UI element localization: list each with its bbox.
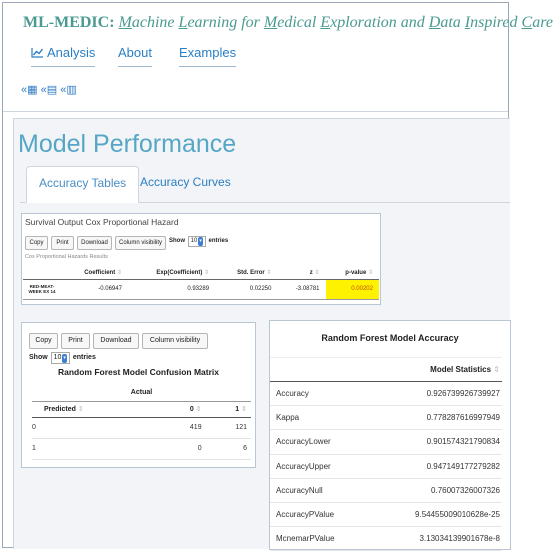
entries-select[interactable] bbox=[51, 352, 70, 364]
title-word: earning for bbox=[187, 14, 264, 31]
table-cell: 0.93289 bbox=[128, 279, 215, 299]
sort-icon: ⇕ bbox=[204, 269, 210, 276]
cox-results-panel bbox=[21, 213, 381, 305]
rf-accuracy-table bbox=[270, 357, 502, 551]
app-window bbox=[2, 2, 553, 548]
title-initial: L bbox=[178, 14, 188, 31]
stat-name: Accuracy bbox=[270, 382, 365, 406]
tab-accuracy-curves[interactable]: Accuracy Curves bbox=[140, 175, 231, 189]
collapse-icon[interactable]: « bbox=[40, 84, 47, 96]
entries-select-value: 10 bbox=[53, 354, 62, 361]
header-label: Predicted bbox=[44, 406, 76, 413]
print-button[interactable]: Print bbox=[61, 333, 90, 349]
sort-icon: ⇕ bbox=[241, 406, 247, 413]
chevron-down-icon: ▾ bbox=[63, 355, 66, 361]
entries-select[interactable] bbox=[188, 236, 206, 247]
table-group-header-row bbox=[32, 385, 251, 401]
row-label: RED-MEAT-WEEK EX 14 bbox=[23, 279, 61, 299]
stat-name: AccuracyPValue bbox=[270, 502, 365, 526]
table-cell: 419 bbox=[160, 417, 205, 438]
column-visibility-button[interactable]: Column visibility bbox=[115, 236, 166, 250]
length-menu-label: Show bbox=[169, 238, 185, 244]
table-cell: 0.02250 bbox=[215, 279, 277, 299]
bar-chart-icon[interactable]: ▥ bbox=[66, 84, 77, 96]
table-row[interactable] bbox=[23, 279, 379, 299]
header-label: Exp(Coefficient) bbox=[156, 269, 203, 276]
length-menu bbox=[169, 236, 228, 247]
nav-tab-underline bbox=[31, 66, 95, 67]
table-header[interactable] bbox=[277, 266, 325, 279]
stat-value: 0.76007326007326 bbox=[365, 478, 502, 502]
table-cell: -3.08781 bbox=[277, 279, 325, 299]
table-header[interactable] bbox=[61, 266, 128, 279]
title-initial: C bbox=[521, 14, 533, 31]
sort-icon: ⇕ bbox=[195, 406, 202, 413]
stat-name: Kappa bbox=[270, 406, 365, 430]
copy-button[interactable]: Copy bbox=[29, 333, 58, 349]
table-row[interactable] bbox=[32, 438, 251, 459]
column-visibility-button[interactable]: Column visibility bbox=[142, 333, 208, 349]
cox-subcaption: Cox Proportional Hazards Results bbox=[25, 254, 108, 260]
title-initial: M bbox=[263, 14, 278, 31]
title-initial: M bbox=[118, 14, 132, 31]
nav-tab-analysis[interactable] bbox=[31, 45, 95, 60]
table-header-blank bbox=[270, 358, 365, 382]
table-row[interactable] bbox=[270, 527, 502, 551]
cox-caption: Survival Output Cox Proportional Hazard bbox=[25, 217, 179, 227]
stat-value: 3.13034139901678e-8 bbox=[365, 527, 502, 551]
header-label: p-value bbox=[345, 269, 367, 276]
line-chart-icon bbox=[31, 47, 44, 58]
table-header[interactable] bbox=[128, 266, 215, 279]
nav-tab-underline bbox=[118, 66, 152, 67]
header-label: Coefficient bbox=[84, 269, 116, 276]
table-cell: 6 bbox=[206, 438, 251, 459]
stat-name: AccuracyLower bbox=[270, 430, 365, 454]
nav-tab-label: Analysis bbox=[47, 45, 96, 60]
sort-icon: ⇕ bbox=[77, 406, 84, 413]
table-header[interactable] bbox=[160, 401, 205, 417]
title-word: ata bbox=[440, 14, 465, 31]
download-button[interactable]: Download bbox=[77, 236, 112, 250]
copy-button[interactable]: Copy bbox=[25, 236, 48, 250]
stat-value: 0.947149177279282 bbox=[365, 454, 502, 478]
panel-toolbar bbox=[21, 83, 77, 96]
table-header[interactable] bbox=[215, 266, 277, 279]
table-cell: 121 bbox=[206, 417, 251, 438]
main-content bbox=[13, 118, 510, 549]
app-title-strong: ML-MEDIC: bbox=[23, 14, 115, 31]
row-label: 1 bbox=[32, 438, 160, 459]
table-row[interactable] bbox=[270, 430, 502, 454]
table-row[interactable] bbox=[270, 382, 502, 406]
stat-value: 0.901574321790834 bbox=[365, 430, 502, 454]
length-menu bbox=[29, 352, 96, 364]
header-label: z bbox=[309, 269, 313, 276]
confusion-matrix-table bbox=[32, 385, 251, 460]
subtab-bar bbox=[20, 166, 510, 203]
table-row[interactable] bbox=[270, 454, 502, 478]
table-icon[interactable]: ▤ bbox=[46, 84, 58, 96]
sort-icon: ⇕ bbox=[116, 269, 122, 276]
table-header-blank bbox=[23, 266, 61, 279]
page-title: Model Performance bbox=[18, 130, 237, 158]
rf-accuracy-title: Random Forest Model Accuracy bbox=[321, 333, 459, 343]
tab-accuracy-tables[interactable]: Accuracy Tables bbox=[26, 166, 139, 203]
confusion-matrix-title: Random Forest Model Confusion Matrix bbox=[57, 367, 220, 377]
table-header-row bbox=[23, 266, 379, 279]
table-header-row bbox=[32, 401, 251, 417]
header-divider bbox=[3, 111, 508, 112]
header-label: 1 bbox=[235, 406, 240, 413]
rf-accuracy-panel bbox=[269, 320, 511, 550]
table-header-row bbox=[270, 358, 502, 382]
row-label: 0 bbox=[32, 417, 160, 438]
table-row[interactable] bbox=[270, 478, 502, 502]
title-word: achine bbox=[131, 14, 179, 31]
table-row[interactable] bbox=[32, 417, 251, 438]
header-label: Model Statistics bbox=[430, 365, 492, 374]
cox-table bbox=[23, 266, 379, 300]
print-button[interactable]: Print bbox=[51, 236, 74, 250]
title-word: edical bbox=[277, 14, 321, 31]
sort-icon: ⇕ bbox=[367, 269, 373, 276]
nav-tab-about[interactable] bbox=[118, 45, 152, 60]
stat-value: 9.54455009010628e-25 bbox=[365, 502, 502, 526]
stat-value: 0.926739926739927 bbox=[365, 382, 502, 406]
table-row[interactable] bbox=[270, 502, 502, 526]
table-row[interactable] bbox=[270, 406, 502, 430]
stat-name: AccuracyUpper bbox=[270, 454, 365, 478]
title-initial: E bbox=[320, 14, 331, 31]
stat-value: 0.778287616997949 bbox=[365, 406, 502, 430]
table-cell: 0 bbox=[160, 438, 205, 459]
sort-icon: ⇕ bbox=[266, 269, 272, 276]
entries-select-value: 10 bbox=[190, 238, 198, 244]
sort-icon: ⇕ bbox=[493, 365, 500, 374]
table-header[interactable] bbox=[206, 401, 251, 417]
collapse-icon[interactable]: « bbox=[21, 84, 28, 96]
table-header[interactable] bbox=[326, 266, 380, 279]
collapse-icon[interactable]: « bbox=[60, 84, 67, 96]
stat-name: McnemarPValue bbox=[270, 527, 365, 551]
p-value-cell: 0.00202 bbox=[326, 279, 380, 299]
length-menu-suffix: entries bbox=[72, 354, 96, 361]
nav-tab-label: About bbox=[118, 45, 152, 60]
sort-icon: ⇕ bbox=[314, 269, 320, 276]
app-title bbox=[23, 14, 553, 32]
title-initial: I bbox=[464, 14, 471, 31]
actual-header: Actual bbox=[32, 385, 251, 401]
header-label: Std. Error bbox=[237, 269, 265, 276]
length-menu-label: Show bbox=[29, 354, 48, 361]
grid-icon[interactable]: ▦ bbox=[27, 84, 38, 96]
stat-name: AccuracyNull bbox=[270, 478, 365, 502]
title-word: are bbox=[532, 14, 553, 31]
nav-tab-examples[interactable] bbox=[179, 45, 236, 60]
app-title-subtitle bbox=[119, 14, 553, 31]
download-button[interactable]: Download bbox=[93, 333, 139, 349]
table-cell: -0.06947 bbox=[61, 279, 128, 299]
length-menu-suffix: entries bbox=[208, 238, 229, 244]
title-initial: D bbox=[428, 14, 441, 31]
table-header[interactable] bbox=[32, 401, 160, 417]
chevron-down-icon: ▾ bbox=[199, 238, 202, 244]
title-word: xploration and bbox=[330, 14, 429, 31]
nav-tab-underline bbox=[179, 66, 236, 67]
confusion-matrix-panel bbox=[21, 322, 256, 468]
nav-tab-label: Examples bbox=[179, 45, 237, 60]
header-label: 0 bbox=[189, 406, 194, 413]
table-header[interactable] bbox=[365, 358, 502, 382]
title-word: nspired bbox=[470, 14, 522, 31]
